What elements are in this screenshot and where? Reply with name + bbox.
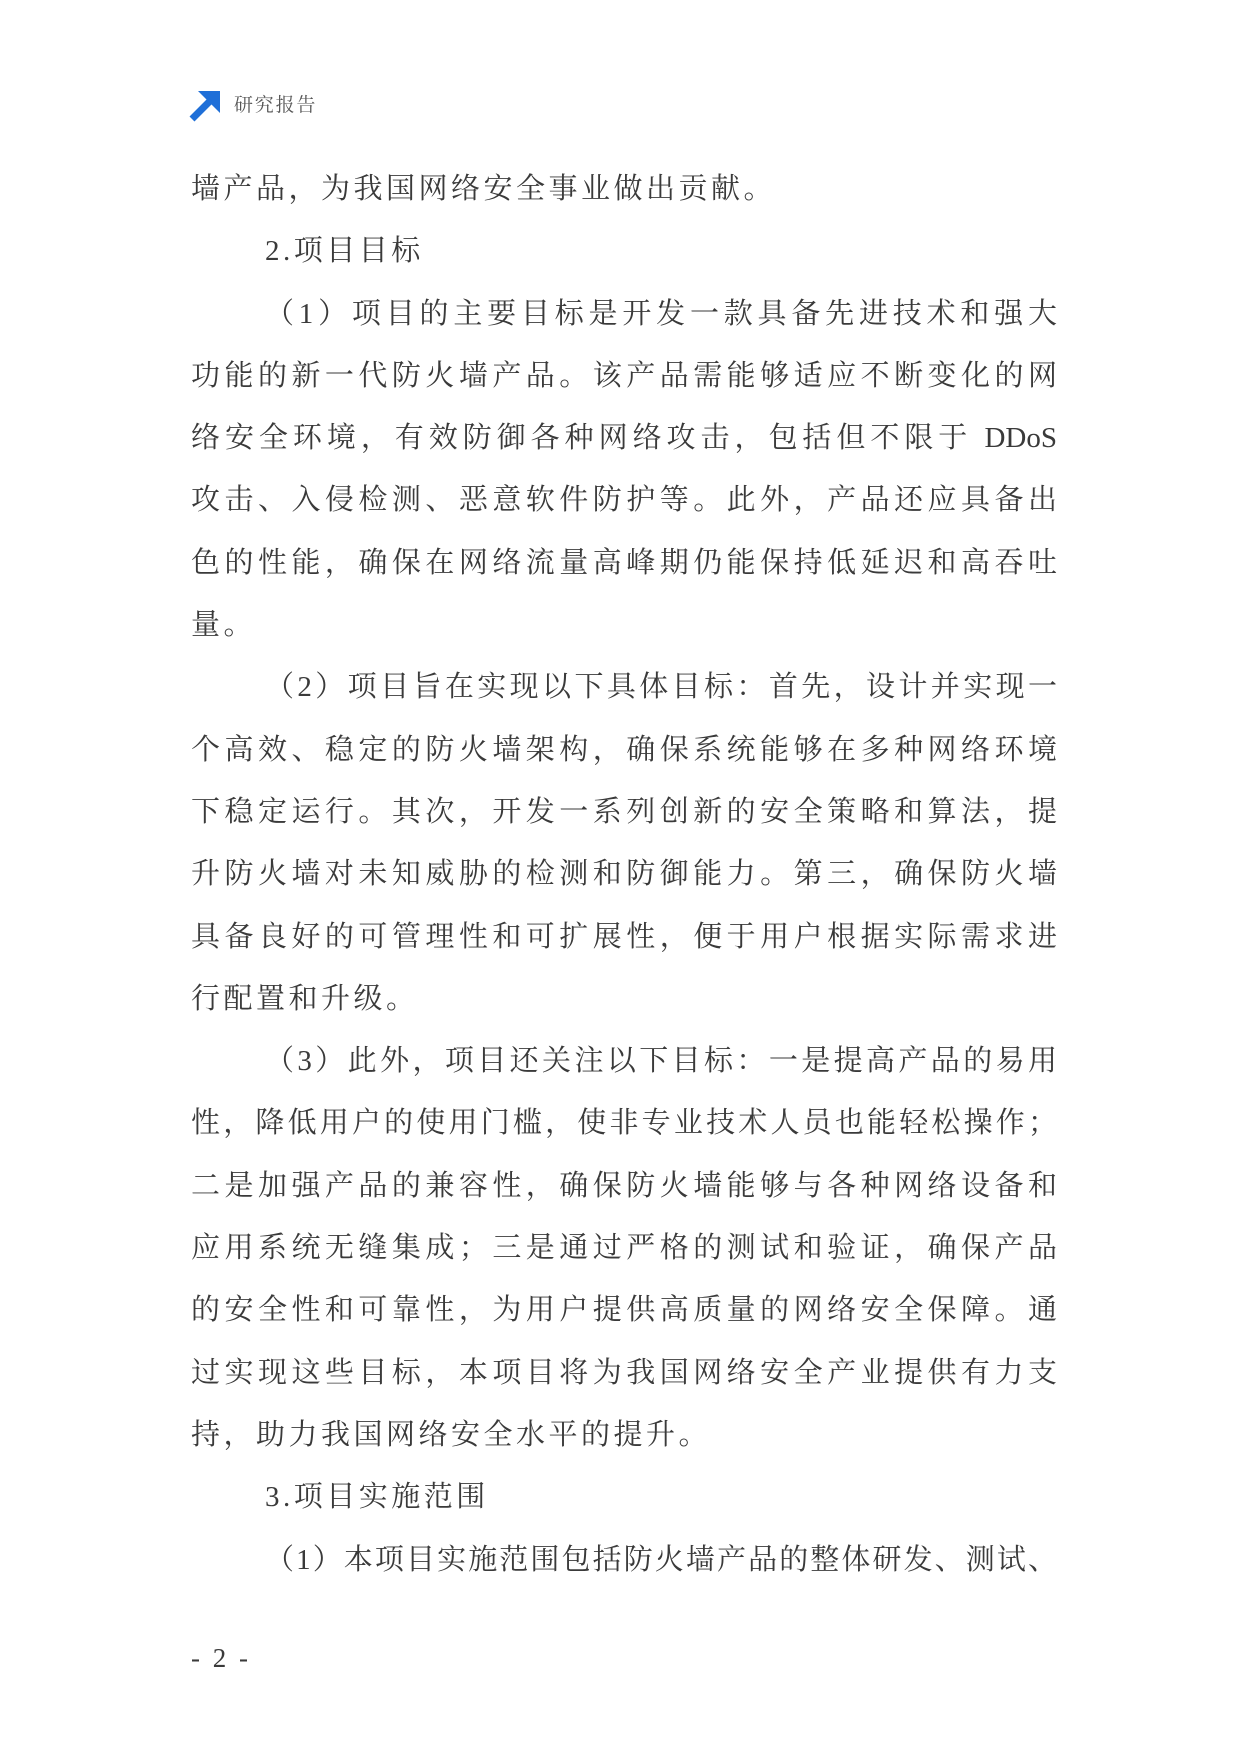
text-line: 性，降低用户的使用门槛，使非专业技术人员也能轻松操作； xyxy=(191,1107,1057,1140)
document-body xyxy=(191,158,1057,1591)
section-project-goals xyxy=(191,220,1057,1466)
text-line: 行配置和升级。 xyxy=(191,982,419,1015)
text-line: 量。 xyxy=(191,609,257,642)
text-line: 络安全环境，有效防御各种网络攻击，包括但不限于 DDoS xyxy=(191,422,1057,455)
paragraph xyxy=(191,1529,1057,1591)
text-line: 功能的新一代防火墙产品。该产品需能够适应不断变化的网 xyxy=(191,359,1057,392)
text-line: 升防火墙对未知威胁的检测和防御能力。第三，确保防火墙 xyxy=(191,858,1057,891)
text-line: （1）项目的主要目标是开发一款具备先进技术和强大 xyxy=(265,297,1057,330)
paragraph xyxy=(191,283,1057,657)
text-line: 攻击、入侵检测、恶意软件防护等。此外，产品还应具备出 xyxy=(191,484,1057,517)
text-line: 色的性能，确保在网络流量高峰期仍能保持低延迟和高吞吐 xyxy=(191,546,1057,579)
paragraph-continued xyxy=(191,158,1057,220)
text-line: 个高效、稳定的防火墙架构，确保系统能够在多种网络环境 xyxy=(191,733,1057,766)
text-line: 墙产品，为我国网络安全事业做出贡献。 xyxy=(191,173,777,205)
section-heading: 3.项目实施范围 xyxy=(265,1481,489,1514)
section-heading: 2.项目目标 xyxy=(265,235,424,268)
text-line: 应用系统无缝集成；三是通过严格的测试和验证，确保产品 xyxy=(191,1232,1057,1265)
text-line: （1）本项目实施范围包括防火墙产品的整体研发、测试、 xyxy=(265,1543,1057,1576)
section-implementation-scope xyxy=(191,1466,1057,1591)
text-line: 持，助力我国网络安全水平的提升。 xyxy=(191,1418,712,1451)
paragraph xyxy=(191,656,1057,1030)
page-number: - 2 - xyxy=(191,1643,251,1673)
text-line: （3）此外，项目还关注以下目标：一是提高产品的易用 xyxy=(265,1045,1057,1078)
text-line: 过实现这些目标，本项目将为我国网络安全产业提供有力支 xyxy=(191,1356,1057,1389)
text-line: 下稳定运行。其次，开发一系列创新的安全策略和算法，提 xyxy=(191,795,1057,828)
logo-graphic xyxy=(189,90,221,122)
paragraph xyxy=(191,1030,1057,1466)
report-label: 研究报告 xyxy=(234,95,318,116)
arrow-up-right-icon xyxy=(189,90,221,122)
text-line: 具备良好的可管理性和可扩展性，便于用户根据实际需求进 xyxy=(191,920,1057,953)
text-line: 二是加强产品的兼容性，确保防火墙能够与各种网络设备和 xyxy=(191,1169,1057,1202)
text-line: （2）项目旨在实现以下具体目标：首先，设计并实现一 xyxy=(265,671,1057,704)
text-line: 的安全性和可靠性，为用户提供高质量的网络安全保障。通 xyxy=(191,1294,1057,1327)
